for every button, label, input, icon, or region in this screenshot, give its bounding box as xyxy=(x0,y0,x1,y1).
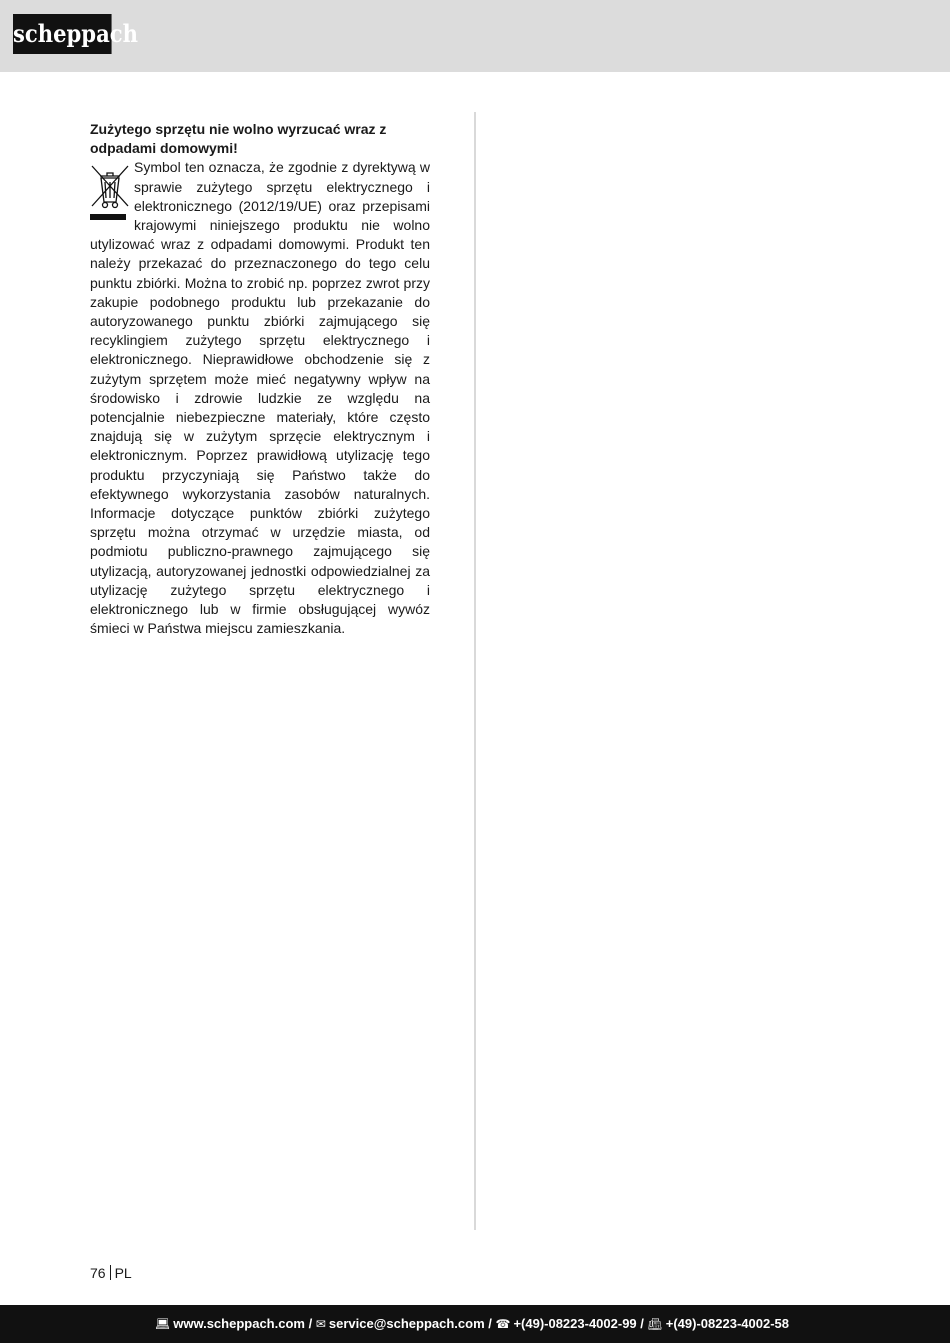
weee-crossed-bin-icon xyxy=(90,162,130,226)
footer-website-link[interactable]: www.scheppach.com xyxy=(173,1316,305,1331)
page-number-separator xyxy=(110,1265,111,1280)
computer-icon: 💻︎ xyxy=(155,1317,171,1331)
footer-contact-line xyxy=(155,1305,789,1343)
footer-separator: / xyxy=(636,1316,648,1331)
page-footer xyxy=(0,1305,950,1343)
mail-icon: ✉︎ xyxy=(315,1317,326,1331)
column-divider xyxy=(474,112,476,1230)
section-body xyxy=(90,158,430,638)
footer-fax: +(49)-08223-4002-58 xyxy=(665,1316,789,1331)
fax-icon: 📠︎ xyxy=(647,1317,663,1331)
text-column xyxy=(90,120,430,638)
page-language: PL xyxy=(114,1265,132,1281)
section-body-text: Symbol ten oznacza, że zgodnie z dyrektywą w sprawie zużytego sprzętu elektrycznego i elektronicznego (2012/19/UE) oraz przepisami krajowymi niniejszego produktu nie wolno utylizować wraz z odpadami domowymi. Produkt ten należy przekazać do przeznaczonego do tego celu punktu zbiórki. Można to zrobić np. poprzez zwrot przy zakupie podobnego produktu lub przekazanie do autoryzowanego punktu zbiórki zajmującego się recyklingiem zużytego sprzętu elektrycznego i elektronicznego. Nieprawidłowe obchodzenie się z zużytym sprzętem może mieć negatywny wpływ na środowisko i zdrowie ludzkie ze względu na potencjalnie niebezpieczne materiały, które często znajdują się w zużytym sprzęcie elektrycznym i elektronicznym. Poprzez prawidłową utylizację tego produktu przyczyniają się Państwo także do efektywnego wykorzystania zasobów naturalnych. Informacje dotyczące punktów zbiórki zużytego sprzętu można otrzymać w urzędzie miasta, od podmiotu publiczno-prawnego zajmującego się utylizacją, autoryzowanej jednostki odpowiedzialnej za utylizację zużytego sprzętu elektrycznego i elektronicznego lub w firmie obsługującej wywóz śmieci w Państwa miejscu zamieszkania. xyxy=(90,159,430,637)
page-header xyxy=(0,0,950,72)
section-heading: Zużytego sprzętu nie wolno wyrzucać wraz z odpadami domowymi! xyxy=(90,121,387,157)
footer-separator: / xyxy=(304,1316,316,1331)
footer-email-link[interactable]: service@scheppach.com xyxy=(328,1316,485,1331)
footer-phone: +(49)-08223-4002-99 xyxy=(513,1316,637,1331)
phone-icon: ☎︎ xyxy=(495,1317,511,1331)
page-number xyxy=(90,1264,132,1282)
footer-separator: / xyxy=(484,1316,496,1331)
page-number-value: 76 xyxy=(90,1265,106,1281)
scheppach-logo: scheppach xyxy=(13,14,112,54)
